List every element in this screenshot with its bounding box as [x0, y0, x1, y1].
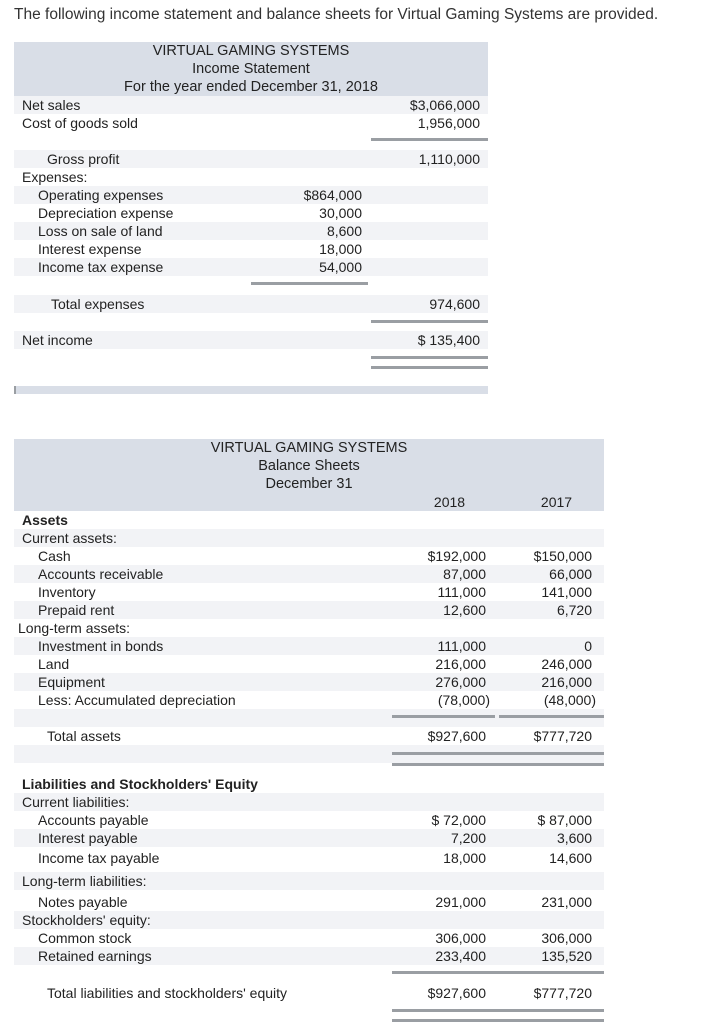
label: Retained earnings — [38, 948, 152, 964]
row-land — [14, 655, 604, 673]
row-interest-payable — [14, 829, 604, 847]
label: Gross profit — [47, 151, 120, 167]
row-notes-payable — [14, 893, 604, 911]
statement-period: For the year ended December 31, 2018 — [124, 79, 378, 95]
label: Accounts receivable — [38, 566, 164, 582]
label: Prepaid rent — [38, 602, 115, 618]
value-2018: 276,000 — [435, 674, 486, 690]
value-2018: $927,600 — [427, 728, 486, 744]
double-underline — [392, 1009, 604, 1012]
value: 54,000 — [319, 259, 362, 275]
row-prepaid-rent — [14, 601, 604, 619]
label: Accounts payable — [38, 812, 149, 828]
intro-text: The following income statement and balance sheets for Virtual Gaming Systems are provided. — [14, 6, 659, 23]
row-assets-heading — [14, 511, 604, 529]
underline — [392, 971, 604, 974]
label: Total liabilities and stockholders' equity — [47, 985, 288, 1001]
label: Less: Accumulated depreciation — [38, 692, 236, 708]
row-total-liabilities-equity — [14, 984, 604, 1002]
row-inventory — [14, 583, 604, 601]
value-2017: $777,720 — [533, 728, 592, 744]
value-2018: 7,200 — [450, 830, 486, 846]
label: Total assets — [47, 728, 121, 744]
double-underline — [392, 763, 604, 766]
label: Investment in bonds — [38, 638, 164, 654]
row-cash — [14, 547, 604, 565]
value-2017: $ 87,000 — [537, 812, 592, 828]
label: Cost of goods sold — [22, 115, 138, 131]
value-2017: 246,000 — [541, 656, 592, 672]
row-retained-earnings — [14, 947, 604, 965]
value-2017: 135,520 — [541, 948, 592, 964]
row-long-term-liabilities-heading — [14, 872, 604, 890]
row-total-assets — [14, 727, 604, 745]
label: Equipment — [38, 674, 105, 690]
label: Assets — [22, 512, 68, 528]
value: 1,956,000 — [417, 115, 480, 131]
value: $864,000 — [303, 187, 362, 203]
label: Operating expenses — [38, 187, 164, 203]
row-income-tax-payable — [14, 849, 604, 867]
value: $3,066,000 — [409, 97, 480, 113]
column-header-2018: 2018 — [433, 494, 466, 510]
statement-date: December 31 — [265, 476, 353, 492]
value-2018: 111,000 — [437, 584, 486, 600]
row-liabilities-equity-heading — [14, 775, 604, 793]
label: Net sales — [22, 97, 81, 113]
row-accounts-payable — [14, 811, 604, 829]
row-current-liabilities-heading — [14, 793, 604, 811]
value-2017: (48,000) — [543, 692, 596, 708]
row-long-term-assets-heading — [14, 619, 604, 637]
value-2017: 3,600 — [556, 830, 592, 846]
value-2018: 216,000 — [435, 656, 486, 672]
value-2017: 66,000 — [549, 566, 592, 582]
value-2018: 291,000 — [435, 894, 486, 910]
balance-sheet-header — [14, 439, 604, 511]
value-2018: 306,000 — [435, 930, 486, 946]
label: Depreciation expense — [38, 205, 174, 221]
value-2017: 306,000 — [541, 930, 592, 946]
value: 1,110,000 — [418, 151, 480, 167]
value-2017: 231,000 — [541, 894, 592, 910]
label: Interest expense — [38, 241, 142, 257]
value: $ 135,400 — [417, 332, 480, 348]
value-2017: $150,000 — [533, 548, 592, 564]
label: Liabilities and Stockholders' Equity — [22, 776, 258, 792]
value-2018: 12,600 — [443, 602, 486, 618]
label: Inventory — [38, 584, 96, 600]
label: Cash — [38, 548, 71, 564]
label: Current liabilities: — [22, 794, 130, 810]
value-2018: 87,000 — [443, 566, 486, 582]
value-2018: $ 72,000 — [431, 812, 486, 828]
label: Net income — [22, 332, 93, 348]
label: Common stock — [38, 930, 132, 946]
statement-title: Balance Sheets — [258, 458, 360, 474]
row-investment-in-bonds — [14, 637, 604, 655]
label: Expenses: — [22, 169, 88, 185]
label: Current assets: — [22, 530, 117, 546]
label: Interest payable — [38, 830, 138, 846]
label: Notes payable — [38, 894, 128, 910]
value-2018: 111,000 — [437, 638, 486, 654]
value: 18,000 — [319, 241, 362, 257]
row-accounts-receivable — [14, 565, 604, 583]
company-name: VIRTUAL GAMING SYSTEMS — [210, 440, 408, 456]
value-2017: 141,000 — [541, 584, 592, 600]
column-header-2017: 2017 — [540, 494, 573, 510]
value-2018: (78,000) — [437, 692, 490, 708]
value-2018: $192,000 — [427, 548, 486, 564]
value-2018: 233,400 — [435, 948, 486, 964]
row-equipment — [14, 673, 604, 691]
label: Income tax expense — [38, 259, 164, 275]
label: Loss on sale of land — [38, 223, 163, 239]
row-stockholders-equity-heading — [14, 911, 604, 929]
value: 8,600 — [326, 223, 362, 239]
row-accumulated-depreciation — [14, 691, 604, 709]
spacer-row — [14, 709, 604, 727]
company-name: VIRTUAL GAMING SYSTEMS — [152, 43, 350, 59]
value-2017: 0 — [584, 638, 592, 654]
value-2017: 216,000 — [541, 674, 592, 690]
double-underline — [392, 1019, 604, 1022]
row-current-assets-heading — [14, 529, 604, 547]
double-underline — [392, 752, 604, 755]
value-2017: 6,720 — [556, 602, 592, 618]
value: 974,600 — [429, 296, 480, 312]
label: Long-term assets: — [18, 620, 131, 636]
value-2018: $927,600 — [427, 985, 486, 1001]
label: Total expenses — [51, 296, 145, 312]
label: Stockholders' equity: — [22, 912, 151, 928]
value: 30,000 — [319, 205, 362, 221]
value-2017: 14,600 — [549, 850, 592, 866]
label: Income tax payable — [38, 850, 160, 866]
underline — [392, 715, 495, 718]
value-2017: $777,720 — [533, 985, 592, 1001]
statement-title: Income Statement — [192, 61, 310, 77]
row-common-stock — [14, 929, 604, 947]
underline — [499, 715, 604, 718]
value-2018: 18,000 — [443, 850, 486, 866]
label: Land — [38, 656, 70, 672]
label: Long-term liabilities: — [22, 873, 147, 889]
